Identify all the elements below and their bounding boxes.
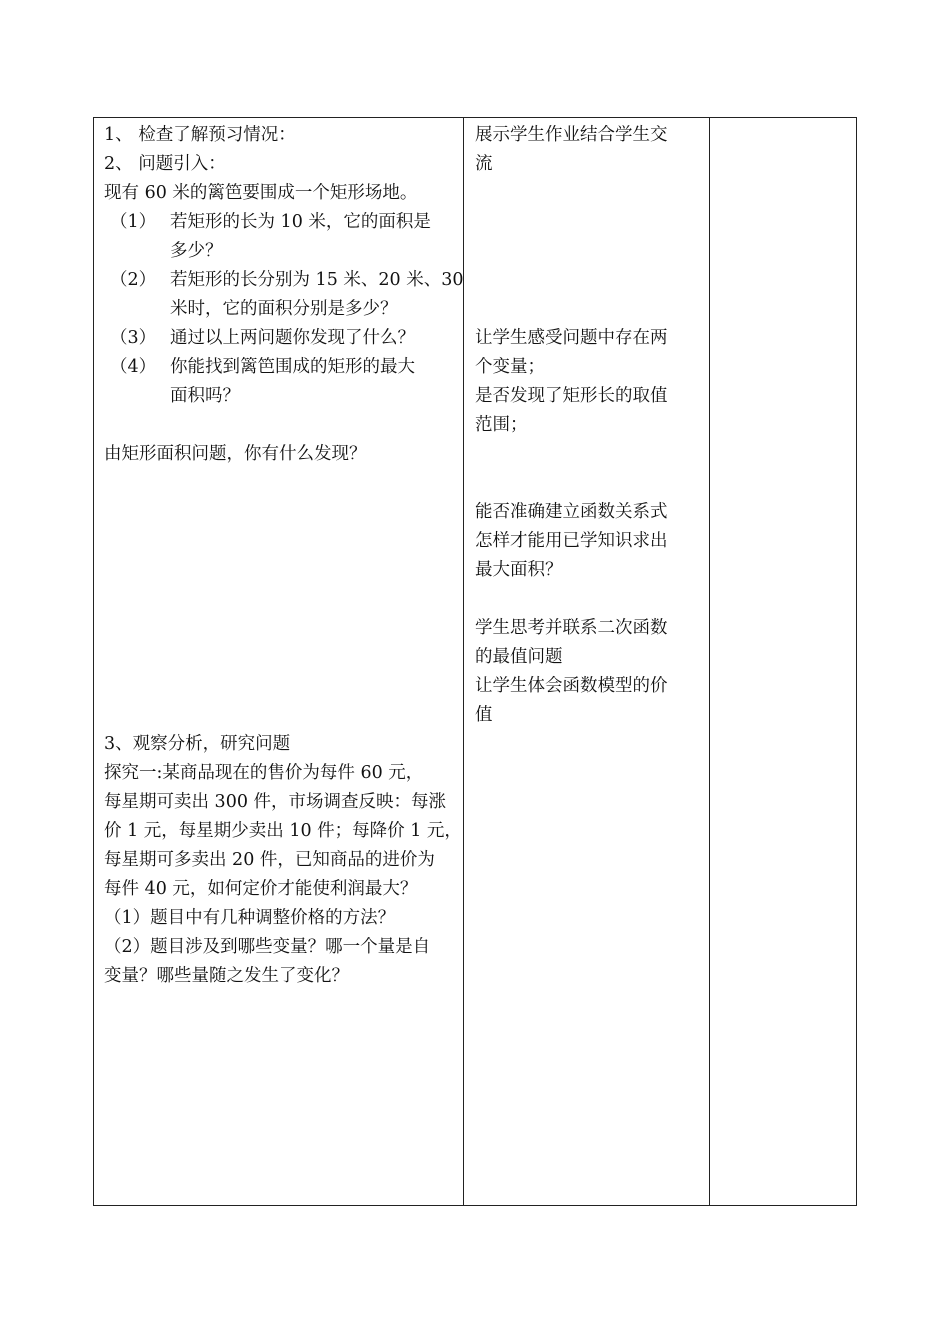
question-item	[104, 208, 458, 266]
question-text: 米时，它的面积分别是多少？	[170, 299, 398, 319]
intent-line: 最大面积？	[475, 560, 563, 580]
intro-line: 1、 检查了解预习情况：	[104, 125, 296, 145]
sub-question: （1）题目中有几种调整价格的方法？	[104, 908, 396, 928]
sub-question: 变量？哪些量随之发生了变化？	[104, 966, 349, 986]
intent-line: 个变量；	[475, 357, 545, 377]
discovery-question: 由矩形面积问题，你有什么发现？	[104, 444, 367, 464]
intent-line: 流	[475, 154, 493, 174]
question-item	[104, 353, 458, 411]
problem-text-line: 每星期可多卖出 20 件，已知商品的进价为	[104, 850, 435, 870]
intent-line: 怎样才能用已学知识求出	[475, 531, 668, 551]
question-number: （4）	[110, 357, 157, 377]
problem-text-line: 每星期可卖出 300 件，市场调查反映：每涨	[104, 792, 447, 812]
intent-line: 范围；	[475, 415, 528, 435]
intro-line: 现有 60 米的篱笆要围成一个矩形场地。	[104, 183, 418, 203]
question-number: （1）	[110, 212, 157, 232]
problem-text-line: 探究一:某商品现在的售价为每件 60 元，	[104, 763, 424, 783]
problem-text-line: 价 1 元，每星期少卖出 10 件；每降价 1 元，	[104, 821, 462, 841]
intent-line: 能否准确建立函数关系式	[475, 502, 668, 522]
question-text: 你能找到篱笆围成的矩形的最大	[170, 357, 415, 377]
intent-line: 让学生体会函数模型的价	[475, 676, 668, 696]
question-text: 面积吗？	[170, 386, 240, 406]
intent-line: 是否发现了矩形长的取值	[475, 386, 668, 406]
sub-question: （2）题目涉及到哪些变量？哪一个量是自	[104, 937, 431, 957]
question-number: （2）	[110, 270, 157, 290]
content-column	[94, 118, 464, 1205]
question-number: （3）	[110, 328, 157, 348]
notes-column	[710, 118, 856, 1205]
intent-line: 的最值问题	[475, 647, 563, 667]
section3-heading: 3、观察分析，研究问题	[104, 734, 291, 754]
intent-line: 让学生感受问题中存在两	[475, 328, 668, 348]
question-item	[104, 266, 464, 324]
intent-line: 学生思考并联系二次函数	[475, 618, 668, 638]
question-text: 通过以上两问题你发现了什么？	[170, 328, 415, 348]
intent-line: 值	[475, 705, 493, 725]
lesson-plan-table	[93, 117, 857, 1206]
intro-line: 2、 问题引入：	[104, 154, 226, 174]
problem-text-line: 每件 40 元，如何定价才能使利润最大？	[104, 879, 418, 899]
question-text: 若矩形的长为 10 米，它的面积是	[170, 212, 431, 232]
design-intent-column	[464, 118, 710, 1205]
question-text: 若矩形的长分别为 15 米、20 米、30	[170, 270, 464, 290]
question-text: 多少？	[170, 241, 223, 261]
question-item	[104, 324, 458, 353]
intent-line: 展示学生作业结合学生交	[475, 125, 668, 145]
